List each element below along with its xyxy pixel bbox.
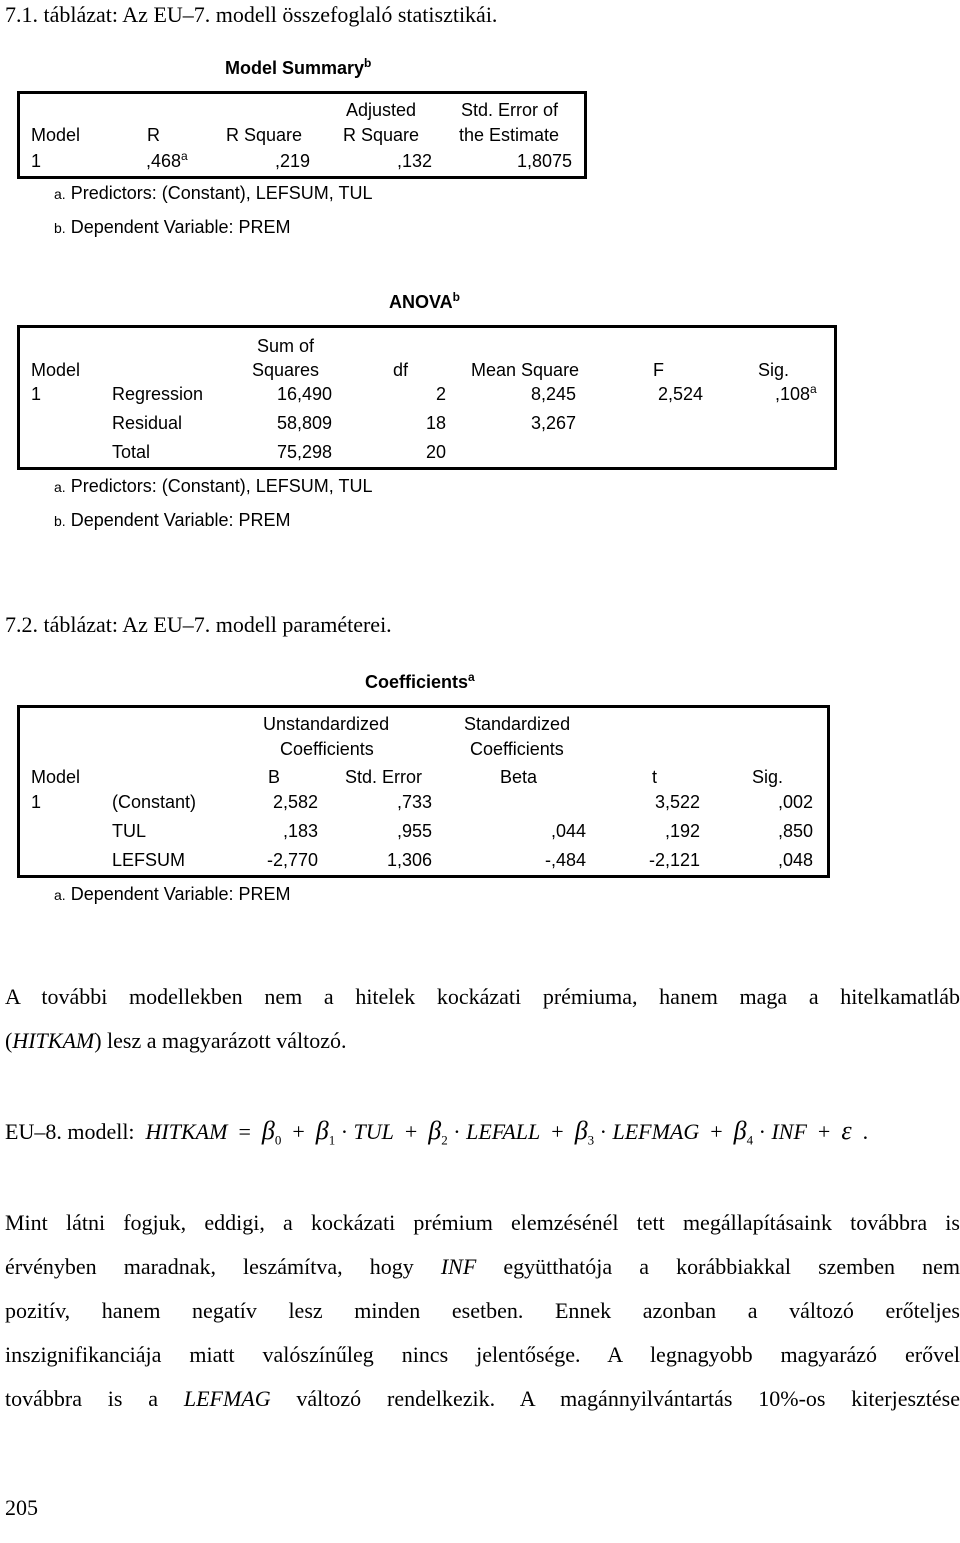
coef-header-beta: Beta bbox=[500, 767, 538, 787]
ms-footnote-a: a. Predictors: (Constant), LEFSUM, TUL bbox=[54, 183, 373, 203]
coef-header-b: B bbox=[268, 767, 281, 787]
paragraph-1-line-2: (HITKAM) lesz a magyarázott változó. bbox=[5, 1028, 347, 1053]
coef-row-se: ,733 bbox=[396, 792, 432, 812]
anova-footnote-a: a. Predictors: (Constant), LEFSUM, TUL bbox=[54, 476, 373, 496]
anova-header-ms: Mean Square bbox=[471, 360, 580, 380]
anova-row-ss: 75,298 bbox=[276, 442, 332, 462]
coef-row-sig: ,048 bbox=[777, 850, 813, 870]
anova-row-ms: 3,267 bbox=[530, 413, 576, 433]
model-summary-title: Model Summary$^b$ bbox=[225, 56, 372, 78]
ms-header-r: R bbox=[147, 125, 160, 145]
coef-row-t: 3,522 bbox=[654, 792, 700, 812]
equation-eu8: EU–8. modell: HITKAM = $\beta_0 + \beta_1$ · TUL + $\beta_2$ · LEFALL + $\beta_3$ · LEFMAG + $\beta_4$ · INF + ε . bbox=[5, 1116, 869, 1148]
coef-row-label: LEFSUM bbox=[112, 850, 186, 870]
anova-row-df: 18 bbox=[425, 413, 446, 433]
coef-header-se: Std. Error bbox=[345, 767, 423, 787]
ms-header-se-1: Std. Error of bbox=[461, 100, 559, 120]
coef-row-sig: ,850 bbox=[777, 821, 813, 841]
anova-row-ss: 58,809 bbox=[276, 413, 332, 433]
paragraph-2-line-3: pozitív, hanem negatív lesz minden esetben. Ennek azonban a változó erőteljes bbox=[5, 1298, 960, 1323]
coef-row-b: -2,770 bbox=[266, 850, 318, 870]
ms-row-model: 1 bbox=[31, 151, 42, 171]
anova-row-df: 2 bbox=[435, 384, 446, 404]
coef-header-std-1: Standardized bbox=[464, 714, 571, 734]
coef-model-no: 1 bbox=[31, 792, 42, 812]
ms-row-se: 1,8075 bbox=[516, 151, 572, 171]
ms-header-r-square: R Square bbox=[226, 125, 303, 145]
ms-header-model: Model bbox=[31, 125, 81, 145]
coef-header-unstd-1: Unstandardized bbox=[263, 714, 390, 734]
coef-header-sig: Sig. bbox=[752, 767, 784, 787]
coef-header-t: t bbox=[652, 767, 658, 787]
paragraph-2-line-4: inszignifikanciája miatt valószínűleg nincs jelentősége. A legnagyobb magyarázó erővel bbox=[5, 1342, 960, 1367]
anova-row-ms: 8,245 bbox=[530, 384, 576, 404]
coef-row-t: -2,121 bbox=[648, 850, 700, 870]
anova-row-df: 20 bbox=[425, 442, 446, 462]
anova-row-sig: ,108$^a$ bbox=[775, 382, 817, 404]
anova-header-f: F bbox=[653, 360, 664, 380]
coef-row-beta: -,484 bbox=[544, 850, 586, 870]
coef-row-label: (Constant) bbox=[112, 792, 197, 812]
anova-row-label: Regression bbox=[112, 384, 204, 404]
anova-row-label: Total bbox=[112, 442, 151, 462]
anova-header-df: df bbox=[393, 360, 409, 380]
coef-header-std-2: Coefficients bbox=[470, 739, 564, 759]
anova-row-f: 2,524 bbox=[657, 384, 703, 404]
coef-header-model: Model bbox=[31, 767, 81, 787]
ms-row-r-square: ,219 bbox=[274, 151, 310, 171]
ms-row-r: ,468$^a$ bbox=[146, 149, 188, 171]
paragraph-2-line-5: továbbra is a LEFMAG változó rendelkezik. A magánnyilvántartás 10%-os kiterjesztése bbox=[5, 1386, 960, 1411]
ms-header-se-2: the Estimate bbox=[459, 125, 560, 145]
table-caption-1: 7.1. táblázat: Az EU–7. modell összefoglaló statisztikái. bbox=[5, 2, 498, 27]
coef-row-b: 2,582 bbox=[272, 792, 318, 812]
coef-row-label: TUL bbox=[112, 821, 147, 841]
anova-row-label: Residual bbox=[112, 413, 183, 433]
paragraph-1-line-1: A további modellekben nem a hitelek kockázati prémiuma, hanem maga a hitelkamatláb bbox=[5, 984, 960, 1009]
coef-row-se: 1,306 bbox=[386, 850, 432, 870]
coefficients-title: Coefficients$^a$ bbox=[365, 670, 475, 692]
ms-header-adjusted-1: Adjusted bbox=[346, 100, 417, 120]
table-caption-2: 7.2. táblázat: Az EU–7. modell paraméterei. bbox=[5, 612, 392, 637]
anova-header-model: Model bbox=[31, 360, 81, 380]
paragraph-2-line-2: érvényben maradnak, leszámítva, hogy INF együtthatója a korábbiakkal szemben nem bbox=[5, 1254, 960, 1279]
anova-header-ss-1: Sum of bbox=[257, 336, 315, 356]
coef-row-b: ,183 bbox=[282, 821, 318, 841]
anova-model-no: 1 bbox=[31, 384, 42, 404]
anova-footnote-b: b. Dependent Variable: PREM bbox=[54, 510, 291, 530]
ms-footnote-b: b. Dependent Variable: PREM bbox=[54, 217, 291, 237]
coef-header-unstd-2: Coefficients bbox=[280, 739, 374, 759]
ms-header-adjusted-2: R Square bbox=[343, 125, 420, 145]
coef-row-sig: ,002 bbox=[777, 792, 813, 812]
anova-title: ANOVA$^b$ bbox=[389, 290, 461, 312]
coef-footnote-a: a. Dependent Variable: PREM bbox=[54, 884, 291, 904]
coef-row-se: ,955 bbox=[396, 821, 432, 841]
coef-row-beta: ,044 bbox=[550, 821, 586, 841]
anova-header-sig: Sig. bbox=[758, 360, 790, 380]
anova-header-ss-2: Squares bbox=[252, 360, 320, 380]
ms-row-adj: ,132 bbox=[396, 151, 432, 171]
page-number: 205 bbox=[5, 1495, 38, 1520]
paragraph-2-line-1: Mint látni fogjuk, eddigi, a kockázati prémium elemzésénél tett megállapításaink továbbra is bbox=[5, 1210, 960, 1235]
coef-row-t: ,192 bbox=[664, 821, 700, 841]
anova-row-ss: 16,490 bbox=[276, 384, 332, 404]
